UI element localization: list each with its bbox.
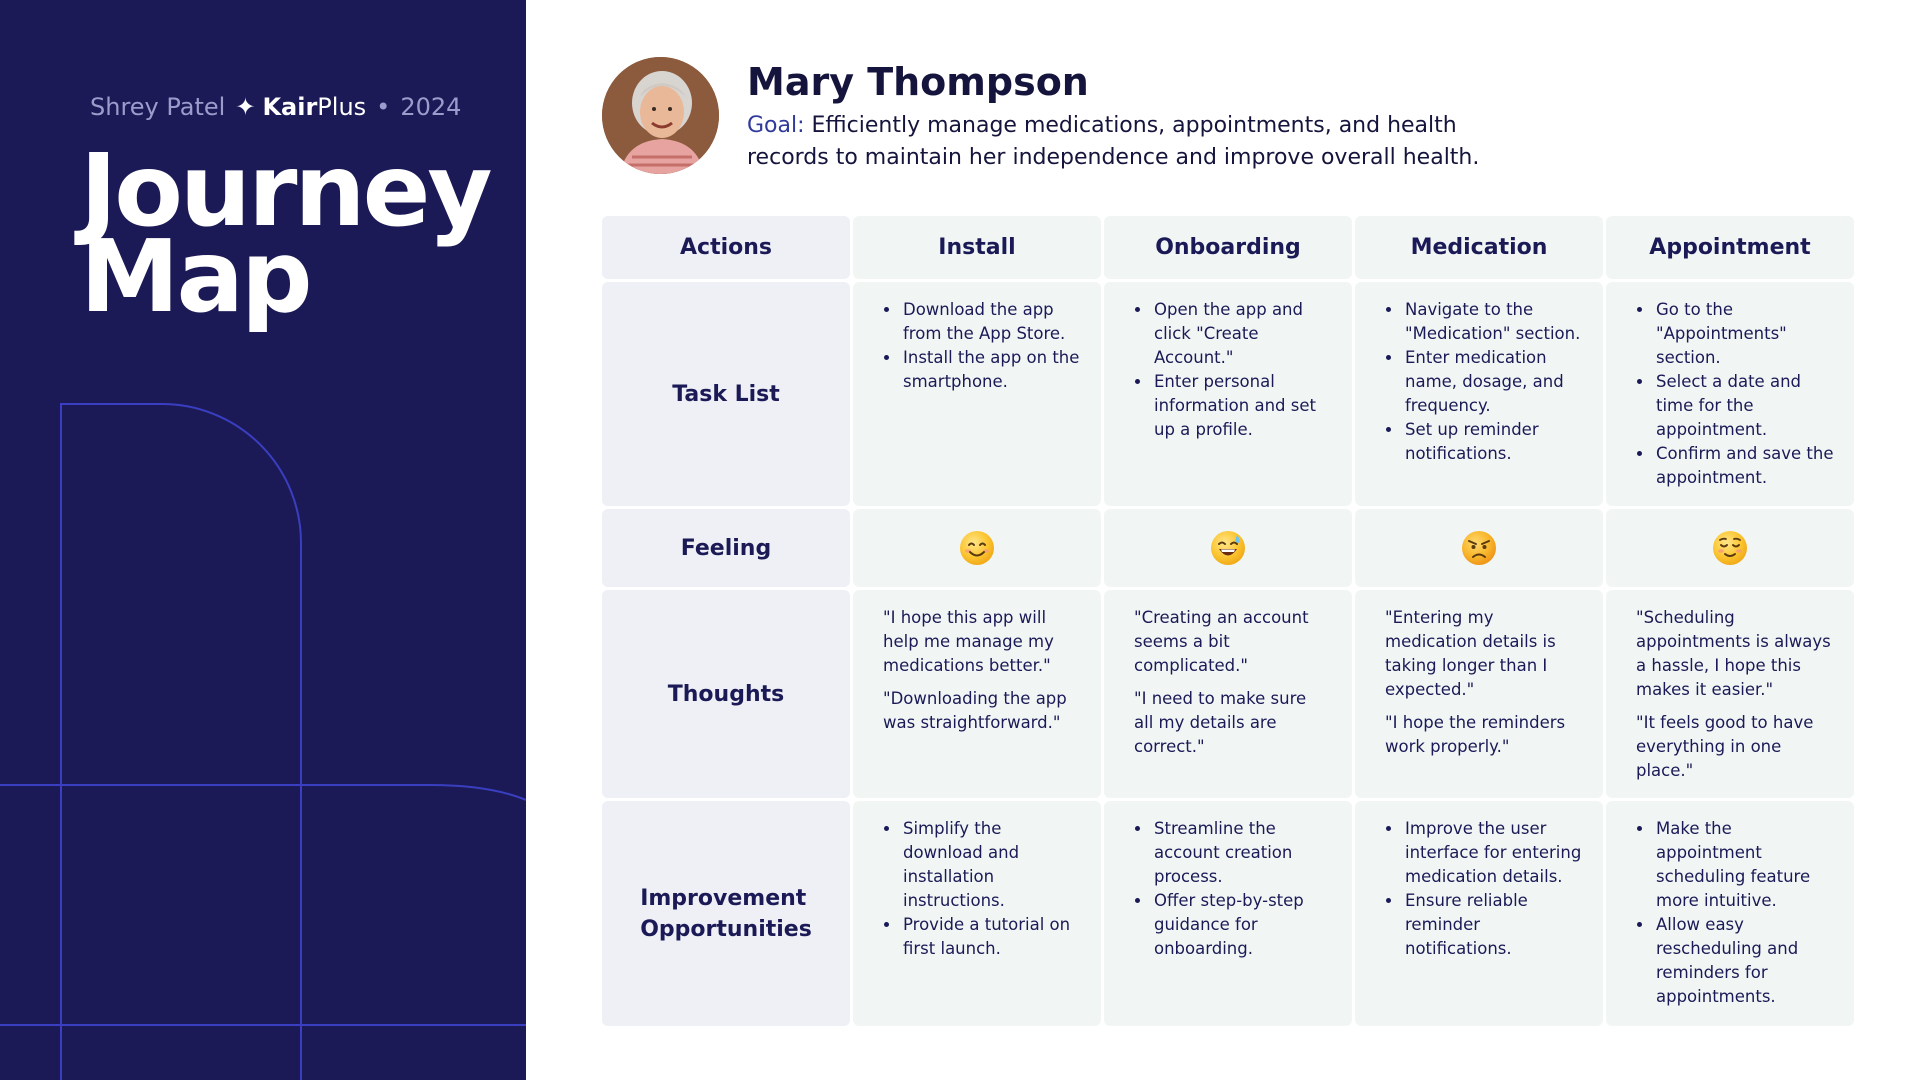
list-item: • Allow easy rescheduling and reminders for appointments. (1654, 913, 1836, 1009)
thoughts-install (853, 590, 1101, 798)
header-onboarding: Onboarding (1104, 216, 1352, 279)
persona-photo-icon (602, 57, 719, 174)
list-item: • Improve the user interface for entering medication details. (1403, 817, 1585, 889)
thought-quote: "Downloading the app was straightforward." (883, 689, 1067, 732)
byline (90, 90, 461, 124)
list-item: • Open the app and click "Create Account." (1152, 298, 1334, 370)
list-item: • Navigate to the "Medication" section. (1403, 298, 1585, 346)
sparkle-icon: ✦ (235, 93, 256, 121)
row-label-improvement-opportunities (602, 801, 850, 1026)
task-list-onboarding (1104, 282, 1352, 506)
task-list-medication (1355, 282, 1603, 506)
header-actions: Actions (602, 216, 850, 279)
feeling-medication (1355, 509, 1603, 587)
list-item: • Select a date and time for the appointment. (1654, 370, 1836, 442)
list-item: • Enter personal information and set up a profile. (1152, 370, 1334, 442)
list-item: • Install the app on the smartphone. (901, 346, 1083, 394)
improvements-appointment (1606, 801, 1854, 1026)
improvements-medication (1355, 801, 1603, 1026)
thought-quote: "Entering my medication details is taking longer than I expected." (1385, 608, 1556, 699)
journey-table (602, 216, 1854, 1026)
page-title (80, 132, 490, 335)
thought-quote: "I hope this app will help me manage my medications better." (883, 608, 1054, 675)
row-label-line: Improvement (640, 885, 807, 911)
smiling-face-icon (959, 530, 995, 566)
task-list-appointment (1606, 282, 1854, 506)
list-item: • Set up reminder notifications. (1403, 418, 1585, 466)
feeling-appointment (1606, 509, 1854, 587)
improvements-install (853, 801, 1101, 1026)
row-label-feeling: Feeling (602, 509, 850, 587)
thought-quote: "Scheduling appointments is always a hassle, I hope this makes it easier." (1636, 608, 1831, 699)
improvements-onboarding (1104, 801, 1352, 1026)
thought-quote: "I hope the reminders work properly." (1385, 713, 1566, 756)
list-item: • Enter medication name, dosage, and frequency. (1403, 346, 1585, 418)
brand-name-light: Plus (317, 93, 367, 121)
list-item: • Simplify the download and installation instructions. (901, 817, 1083, 913)
thought-quote: "I need to make sure all my details are correct." (1134, 689, 1307, 756)
avatar (602, 57, 719, 174)
list-item: • Download the app from the App Store. (901, 298, 1083, 346)
thoughts-onboarding (1104, 590, 1352, 798)
list-item: • Go to the "Appointments" section. (1654, 298, 1836, 370)
title-line-1: Journey (80, 132, 490, 249)
row-label-thoughts: Thoughts (602, 590, 850, 798)
row-label-line: Opportunities (640, 916, 812, 942)
year: 2024 (400, 93, 462, 121)
thought-quote: "Creating an account seems a bit complicated." (1134, 608, 1309, 675)
grinning-sweat-face-icon (1210, 530, 1246, 566)
header-install: Install (853, 216, 1101, 279)
task-list-install (853, 282, 1101, 506)
thoughts-medication (1355, 590, 1603, 798)
list-item: • Confirm and save the appointment. (1654, 442, 1836, 490)
relieved-face-icon (1712, 530, 1748, 566)
goal-text: Efficiently manage medications, appointments, and health records to maintain her independence and improve overall health. (747, 113, 1480, 170)
thought-quote: "It feels good to have everything in one place." (1636, 713, 1814, 780)
list-item: • Ensure reliable reminder notifications. (1403, 889, 1585, 961)
thoughts-appointment (1606, 590, 1854, 798)
list-item: • Provide a tutorial on first launch. (901, 913, 1083, 961)
persona-name: Mary Thompson (747, 60, 1089, 104)
angry-face-icon (1461, 530, 1497, 566)
list-item: • Make the appointment scheduling feature more intuitive. (1654, 817, 1836, 913)
separator-dot: • (376, 93, 391, 121)
left-panel (0, 0, 526, 1080)
header-appointment: Appointment (1606, 216, 1854, 279)
author-name: Shrey Patel (90, 93, 226, 121)
list-item: • Offer step-by-step guidance for onboarding. (1152, 889, 1334, 961)
list-item: • Streamline the account creation process. (1152, 817, 1334, 889)
goal-label: Goal: (747, 113, 805, 138)
header-medication: Medication (1355, 216, 1603, 279)
feeling-onboarding (1104, 509, 1352, 587)
title-line-2: Map (80, 218, 310, 335)
persona-goal (747, 110, 1507, 174)
feeling-install (853, 509, 1101, 587)
brand-name-bold: Kair (262, 93, 318, 121)
row-label-task-list: Task List (602, 282, 850, 506)
